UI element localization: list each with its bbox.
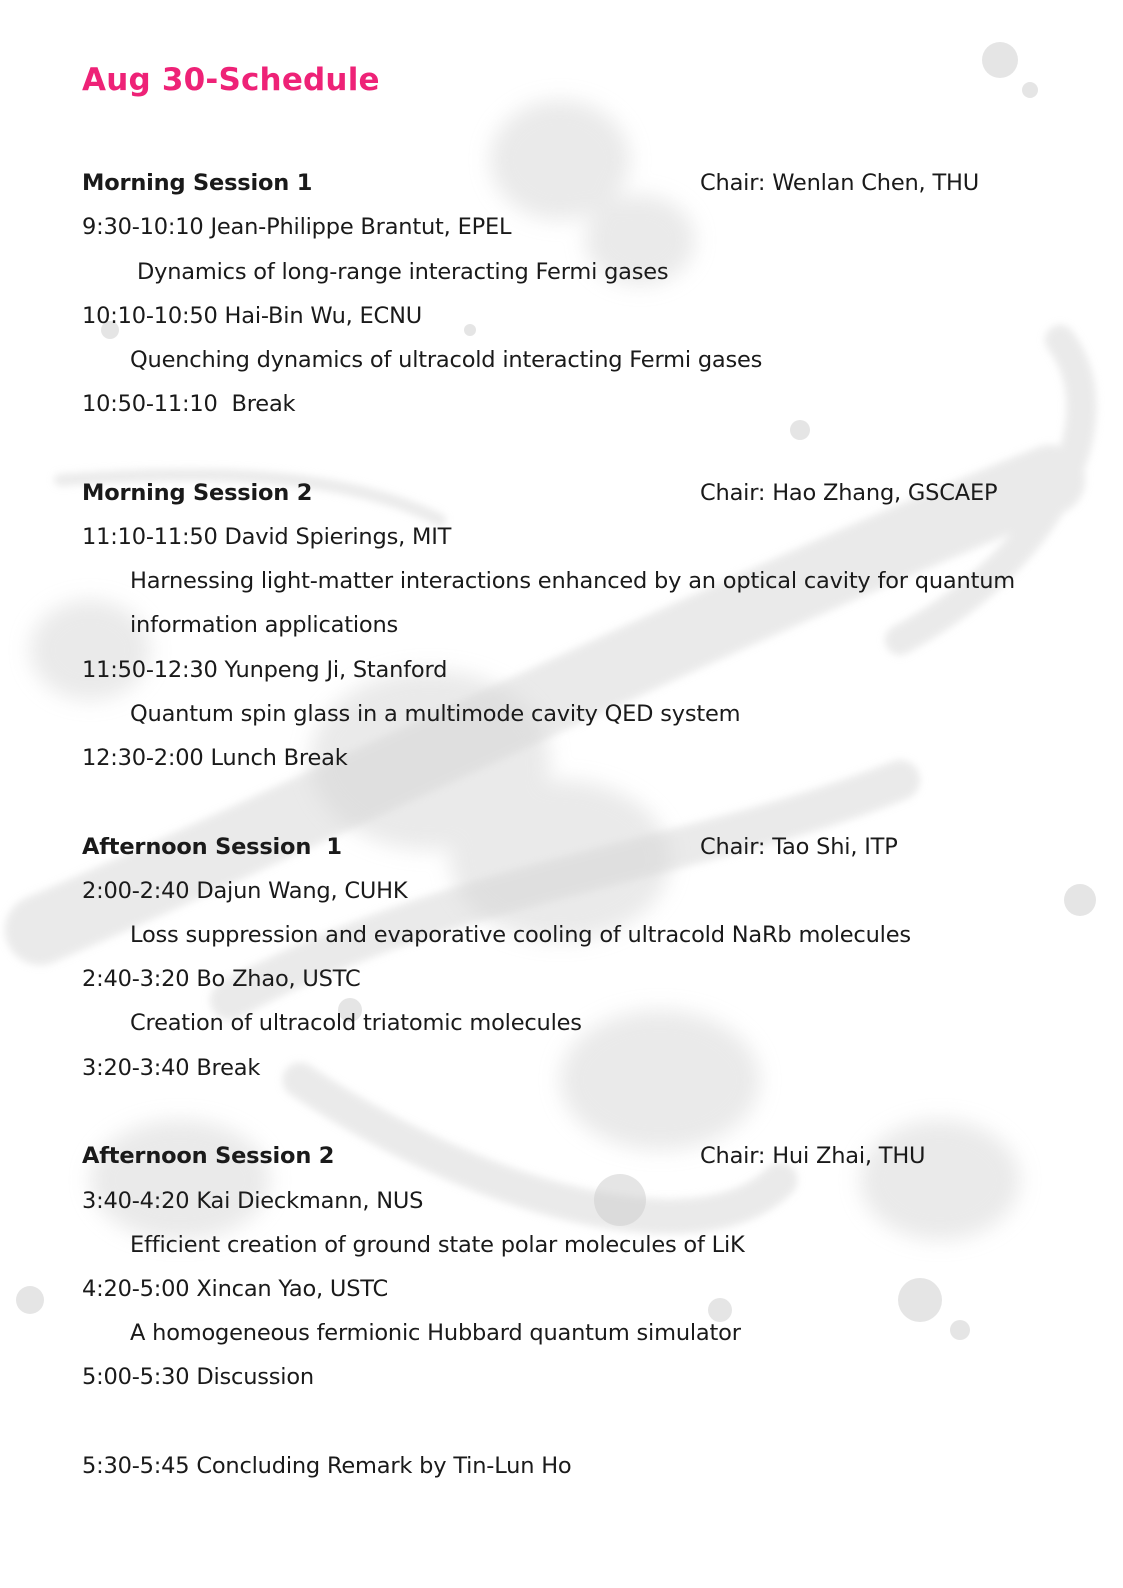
session-chair: Chair: Wenlan Chen, THU [700, 170, 979, 196]
talk-time-speaker: 10:10-10:50 Hai-Bin Wu, ECNU [82, 303, 422, 329]
talk-title: Loss suppression and evaporative cooling of ultracold NaRb molecules [130, 922, 911, 948]
session-chair: Chair: Hao Zhang, GSCAEP [700, 480, 998, 506]
talk-title-continued: information applications [130, 612, 399, 638]
session-heading: Morning Session 2 [82, 480, 313, 506]
discussion-item: 5:00-5:30 Discussion [82, 1364, 314, 1390]
break-item: 12:30-2:00 Lunch Break [82, 745, 348, 771]
talk-title: Dynamics of long-range interacting Fermi gases [137, 259, 669, 285]
talk-title: Quantum spin glass in a multimode cavity QED system [130, 701, 741, 727]
talk-time-speaker: 11:50-12:30 Yunpeng Ji, Stanford [82, 657, 448, 683]
talk-time-speaker: 11:10-11:50 David Spierings, MIT [82, 524, 452, 550]
session-heading: Afternoon Session 1 [82, 834, 342, 860]
page-title: Aug 30-Schedule [82, 62, 380, 98]
session-chair: Chair: Tao Shi, ITP [700, 834, 898, 860]
talk-time-speaker: 4:20-5:00 Xincan Yao, USTC [82, 1276, 389, 1302]
break-item: 3:20-3:40 Break [82, 1055, 261, 1081]
talk-time-speaker: 2:40-3:20 Bo Zhao, USTC [82, 966, 361, 992]
talk-time-speaker: 3:40-4:20 Kai Dieckmann, NUS [82, 1188, 424, 1214]
session-heading: Morning Session 1 [82, 170, 313, 196]
talk-title: Quenching dynamics of ultracold interacting Fermi gases [130, 347, 763, 373]
session-chair: Chair: Hui Zhai, THU [700, 1143, 926, 1169]
talk-title: A homogeneous fermionic Hubbard quantum simulator [130, 1320, 741, 1346]
talk-title: Efficient creation of ground state polar molecules of LiK [130, 1232, 745, 1258]
session-heading: Afternoon Session 2 [82, 1143, 335, 1169]
concluding-remark: 5:30-5:45 Concluding Remark by Tin-Lun Ho [82, 1453, 572, 1479]
talk-time-speaker: 2:00-2:40 Dajun Wang, CUHK [82, 878, 408, 904]
break-item: 10:50-11:10 Break [82, 391, 296, 417]
talk-title: Creation of ultracold triatomic molecules [130, 1010, 582, 1036]
talk-title: Harnessing light-matter interactions enhanced by an optical cavity for quantum [130, 568, 1015, 594]
talk-time-speaker: 9:30-10:10 Jean-Philippe Brantut, EPEL [82, 214, 512, 240]
